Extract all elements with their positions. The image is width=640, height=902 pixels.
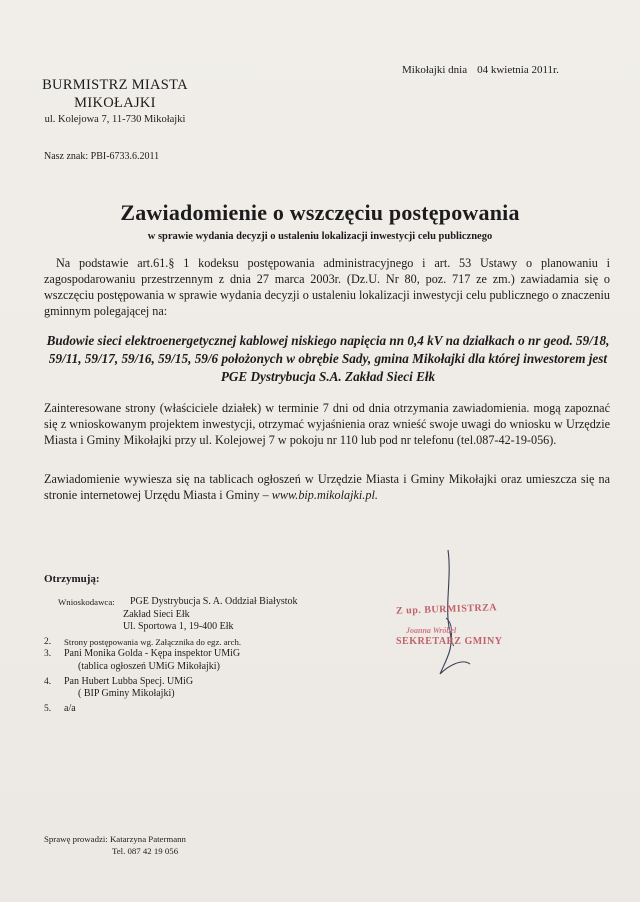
reference-number: Nasz znak: PBI-6733.6.2011 (44, 151, 160, 162)
issuer-city: MIKOŁAJKI (74, 95, 156, 111)
prepared-by: Sprawę prowadzi: Katarzyna Patermann Tel. 087 42 19 056 (44, 834, 186, 856)
recipient-item: 5. a/a (44, 702, 76, 714)
stamp-signatory-name: Joanna Wróbel (406, 626, 457, 635)
issuer-title: BURMISTRZ MIASTA (42, 77, 188, 93)
recipient-item: 3. Pani Monika Golda - Kępa inspektor UMiG (44, 648, 241, 660)
place-and-date: Mikołajki dnia 04 kwietnia 2011r. (402, 64, 559, 76)
bip-link-text: www.bip.mikolajki.pl. (271, 488, 378, 502)
paragraph-legal-basis: Na podstawie art.61.§ 1 kodeksu postępowania administracyjnego i art. 53 Ustawy o planowaniu i zagospodarowaniu przestrzennym z dnia 27 marca 2003r. (Dz.U. Nr 80, poz. 717 ze zm.) zawiadamia się o wszczęciu postępowania w sprawie wydania decyzji o ustaleniu lokalizacji inwestycji celu publicznego o znaczeniu gminnym polegającej na: (44, 256, 610, 318)
recipient-item: 2. Strony postępowania wg. Załącznika do egz. arch. (44, 636, 242, 647)
recipients-heading: Otrzymują: (44, 573, 100, 585)
paragraph-investment: Budowie sieci elektroenergetycznej kablowej niskiego napięcia nn 0,4 kV na działkach o nr geod. 59/18, 59/11, 59/17, 59/16, 59/15, 59/6 położonych w obrębie Sady, gmina Mikołajki dla której inwestorem jest PGE Dystrybucja S.A. Zakład Sieci Ełk (46, 333, 610, 384)
paragraph-parties: Zainteresowane strony (właściciele działek) w terminie 7 dni od dnia otrzymania zawiadomienia. mogą zapoznać się z wnioskowanym projektem inwestycji, otrzymać wyjaśnienia oraz wnieść swoje uwagi do wniosku w Urzędzie Miasta i Gminy Mikołajki przy ul. Kolejowej 7 w pokoju nr 110 lub pod nr telefonu (tel.087-42-19-056). (44, 401, 610, 447)
stamp-line-1: Z up. BURMISTRZA (395, 602, 498, 617)
issuer-address: ul. Kolejowa 7, 11-730 Mikołajki (44, 114, 186, 125)
stamp-line-2: SEKRETARZ GMINY (396, 636, 503, 647)
recipient-applicant: Wnioskodawca: PGE Dystrybucja S. A. Oddział Białystok (44, 596, 374, 609)
applicant-label: Wnioskodawca: (58, 597, 115, 607)
document-subtitle: w sprawie wydania decyzji o ustaleniu lokalizacji inwestycji celu publicznego (147, 231, 493, 242)
recipients-list: Wnioskodawca: PGE Dystrybucja S. A. Oddział Białystok Zakład Sieci Ełk Ul. Sportowa 1, 19-400 Ełk 2. Strony postępowania wg. Załącznika do egz. arch. 3. Pani Monika Golda - Kępa inspektor UMiG (tablica ogłoszeń UMiG Mikołajki) 4. Pan Hubert Lubba Specj. UMiG ( BIP Gminy Mikołajki) 5. a/a (44, 596, 374, 715)
paragraph-publication: Zawiadomienie wywiesza się na tablicach ogłoszeń w Urzędzie Miasta i Gminy Mikołajki oraz umieszcza się na stronie internetowej Urzędu Miasta i Gminy – www.bip.mikolajki.pl. (44, 472, 610, 502)
recipient-item: 4. Pan Hubert Lubba Specj. UMiG (44, 675, 194, 687)
document-title: Zawiadomienie o wszczęciu postępowania (120, 200, 520, 225)
issuer-block (30, 77, 200, 128)
official-stamp (384, 600, 514, 655)
